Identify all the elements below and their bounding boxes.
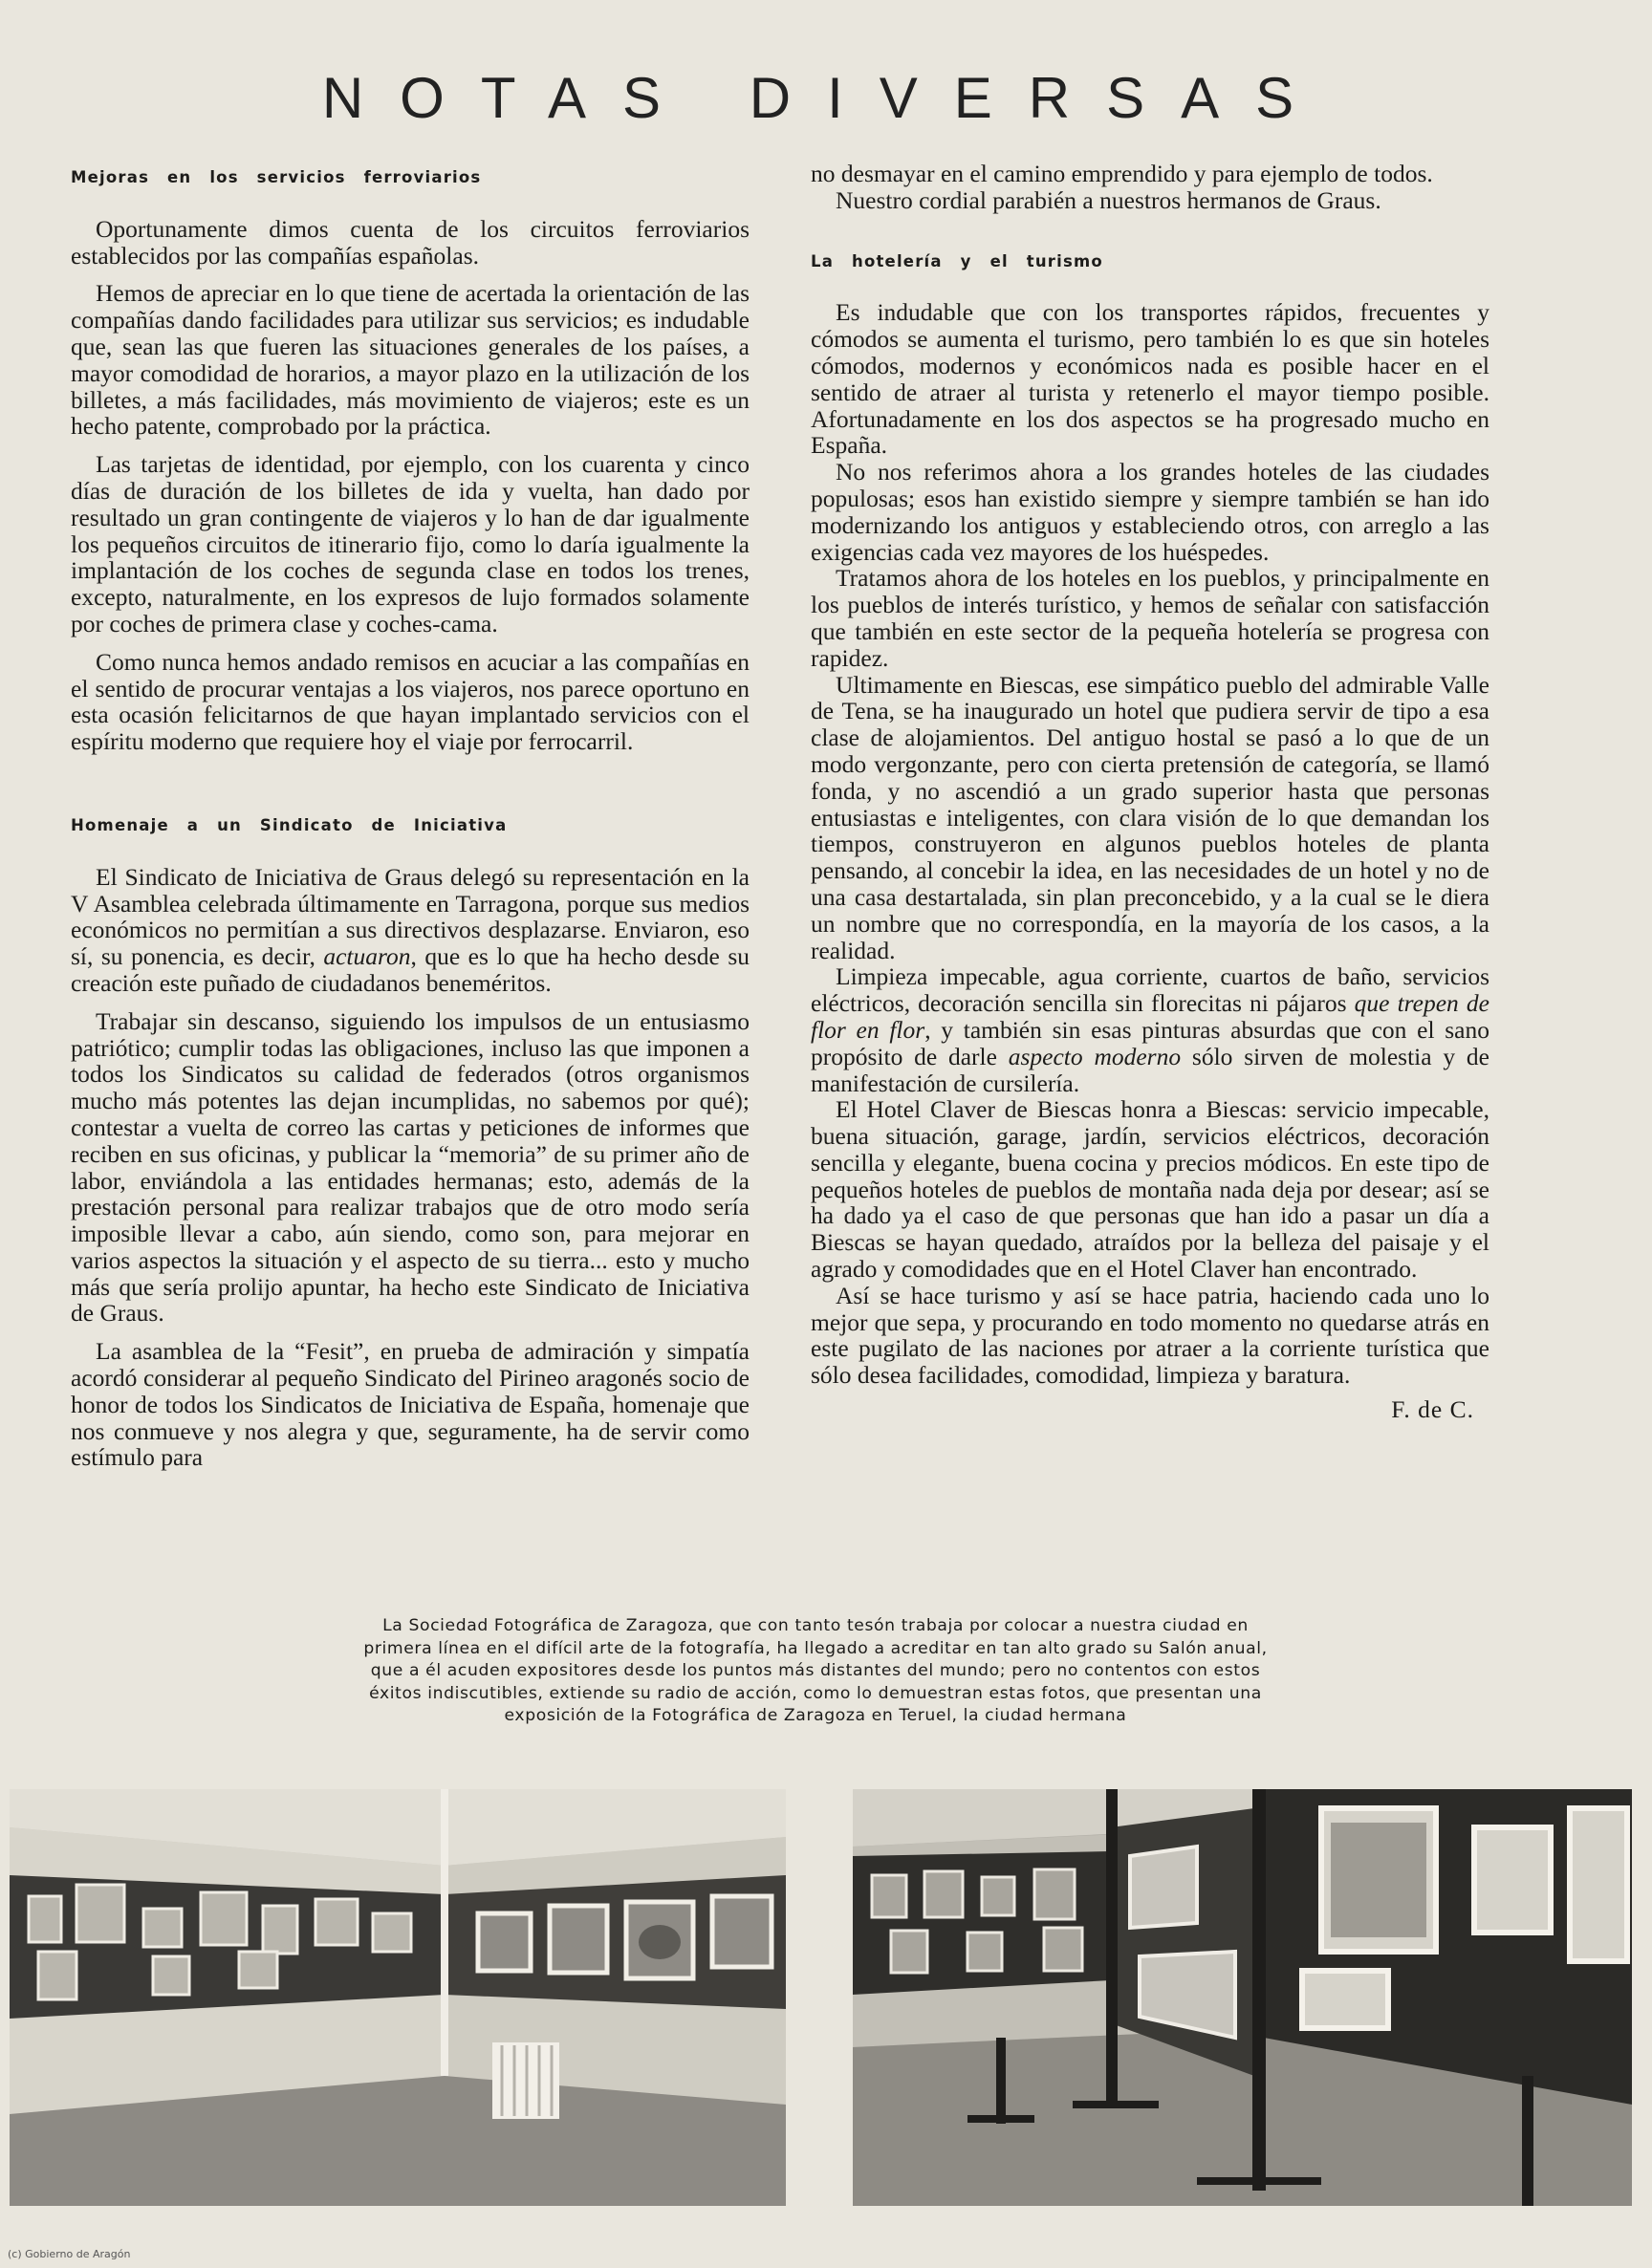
paragraph [71, 864, 750, 997]
paragraph: Ultimamente en Biescas, ese simpático pueblo del admirable Valle de Tena, se ha inaugurado un hotel que pudiera servir de tipo a esa clase de alojamientos. Del antiguo hostal se pasó a lo que de un modo vergonzante, pero con cierta pretensión de categoría, se llamó fonda, y no ascendió a un grado superior hasta que personas entusiastas e inteligentes, con clara visión de lo que demandan los tiempos, construyeron en algunos pueblos hoteles de planta pensando, al concebir la idea, en las necesidades de un hotel y no de una casa destartalada, sin plan preconcebido, y a la cual se le diera un nombre que no correspondía, en la mayoría de los casos, a la realidad. [811, 670, 1489, 964]
paragraph: Las tarjetas de identidad, por ejemplo, con los cuarenta y cinco días de duración de los billetes de ida y vuelta, han dado por resultado un gran contingente de viajeros y lo han de dar igualmente los pequeños circuitos de itinerario fijo, como lo daría igualmente la implantación de los coches de segunda clase en todos los trenes, excepto, naturalmente, en los expresos de lujo formados solamente por coches de primera clase y coches-cama. [71, 450, 750, 637]
exhibition-photo-right [853, 1789, 1632, 2206]
text-run: , que es lo que ha hecho desde su creación este puñado de ciudadanos beneméritos. [71, 942, 750, 997]
exhibition-panels-illustration [853, 1789, 1632, 2206]
paragraph: Hemos de apreciar en lo que tiene de acertada la orientación de las compañías dando facilidades para utilizar sus servicios; es indudable que, sean las que fueren las situaciones generales de los países, a mayor comodidad de horarios, a mayor plazo en la utilización de los billetes, a más facilidades, más movimiento de viajeros; este es un hecho patente, comprobado por la práctica. [71, 279, 750, 441]
text-run: El Sindicato de Iniciativa de Graus delegó su representación en la V Asamblea celebrada últimamente en Tarragona, porque sus medios económicos no permitían a sus directivos desplazarse. Enviaron, eso sí, su ponencia, es decir, [71, 862, 750, 971]
paragraph: Así se hace turismo y así se hace patria, haciendo cada uno lo mejor que sepa, y procurando en todo momento no quedarse atrás en este pugilato de las naciones por atraer a la corriente turística que sólo desea facilidades, comodidad, limpieza y baratura. [811, 1281, 1489, 1390]
section-heading-homenaje: Homenaje a un Sindicato de Iniciativa [71, 815, 508, 834]
left-column [71, 161, 750, 1471]
section-heading-hoteleria: La hotelería y el turismo [811, 251, 1103, 270]
paragraph [811, 963, 1489, 1096]
page-title: NOTAS DIVERSAS [321, 66, 1331, 130]
text-run: , y también sin esas pinturas absurdas que con el sano propósito de darle [811, 1015, 1489, 1070]
text-run: Limpieza impecable, agua corriente, cuartos de baño, servicios eléctricos, decoración sencilla sin florecitas ni pájaros [811, 962, 1489, 1018]
italic-text: actuaron [323, 942, 411, 971]
paragraph: Nuestro cordial parabién a nuestros hermanos de Graus. [836, 185, 1381, 214]
paragraph: Como nunca hemos andado remisos en acuciar a las compañías en el sentido de procurar ventajas a los viajeros, nos parece oportuno en esta ocasión felicitarnos de que hayan implantado servicios con el espíritu moderno que requiere hoy el viaje por ferrocarril. [71, 647, 750, 756]
exhibition-photo-left [10, 1789, 786, 2206]
right-column [811, 161, 1489, 1423]
paragraph: Trabajar sin descanso, siguiendo los impulsos de un entusiasmo patriótico; cumplir todas las obligaciones, incluso las que imponen a todos los Sindicatos su calidad de federados (otros organismos mucho más potentes las dejan incumplidas, no sabemos por qué); contestar a vuelta de correo las cartas y peticiones de informes que reciben en sus oficinas, y publicar la “memoria” de su primer año de labor, enviándola a las entidades hermanas; esto, además de la prestación personal para realizar trabajos que de otro modo sería imposible llevar a cabo, aún siendo, como son, para mejorar en varios aspectos la situación y el aspecto de su tierra... esto y mucho más que sería prolijo apuntar, ha hecho este Sindicato de Iniciativa de Graus. [71, 1006, 750, 1328]
paragraph: Tratamos ahora de los hoteles en los pueblos, y principalmente en los pueblos de interés turístico, y hemos de señalar con satisfacción que también en este sector de la pequeña hotelería se progresa con rapidez. [811, 564, 1489, 672]
paragraph: El Hotel Claver de Biescas honra a Biescas: servicio impecable, buena situación, garage, jardín, servicios eléctricos, decoración sencilla y elegante, buena cocina y precios módicos. En este tipo de pequeños hoteles de pueblos de montaña nada deja por desear; así se ha dado ya el caso de que personas que han ido a pasar un día a Biescas se hayan quedado, atraídos por la belleza del paisaje y el agrado y comodidades que en el Hotel Claver han encontrado. [811, 1095, 1489, 1284]
paragraph: No nos referimos ahora a los grandes hoteles de las ciudades populosas; esos han existido siempre y siempre también se han ido modernizando los antiguos y estableciendo otros, con arreglo a las exigencias cada vez mayores de los huéspedes. [811, 458, 1489, 566]
section-heading-ferroviarios: Mejoras en los servicios ferroviarios [71, 168, 482, 186]
photo-caption: La Sociedad Fotográfica de Zaragoza, que con tanto tesón trabaja por colocar a nuestra ciudad en primera línea en el difícil arte de la fotografía, ha llegado a acreditar en tan alto grado su Salón anual, que a él acuden expositores desde los puntos más distantes del mundo; pero no contentos con estos éxitos indiscutibles, extiende su radio de acción, como lo demuestran estas fotos, que presentan una exposición de la Fotográfica de Zaragoza en Teruel, la ciudad hermana [363, 1616, 1268, 1726]
paragraph-continuation: no desmayar en el camino emprendido y para ejemplo de todos. [811, 160, 1433, 187]
paragraph: Oportunamente dimos cuenta de los circuitos ferroviarios establecidos por las compañías españolas. [71, 214, 750, 270]
paragraph: La asamblea de la “Fesit”, en prueba de admiración y simpatía acordó considerar al pequeño Sindicato del Pirineo aragonés socio de honor de todos los Sindicatos de Iniciativa de España, homenaje que nos conmueve y nos alegra y que, seguramente, ha de servir como estímulo para [71, 1337, 750, 1472]
italic-text: aspecto moderno [1008, 1042, 1182, 1070]
exhibition-room-illustration [10, 1789, 786, 2206]
paragraph: Es indudable que con los transportes rápidos, frecuentes y cómodos se aumenta el turismo, pero también lo es que sin hoteles cómodos, modernos y económicos nada es posible hacer en el sentido de atraer al turista y retenerlo el mayor tiempo posible. Afortunadamente en los dos aspectos se ha progresado mucho en España. [811, 298, 1489, 460]
text-run: sólo sirven de molestia y de manifestación de cursilería. [811, 1042, 1489, 1097]
image-credit: (c) Gobierno de Aragón [8, 2248, 131, 2260]
italic-text: que trepen de flor en flor [811, 989, 1489, 1044]
author-signature: F. de C. [1391, 1395, 1474, 1424]
